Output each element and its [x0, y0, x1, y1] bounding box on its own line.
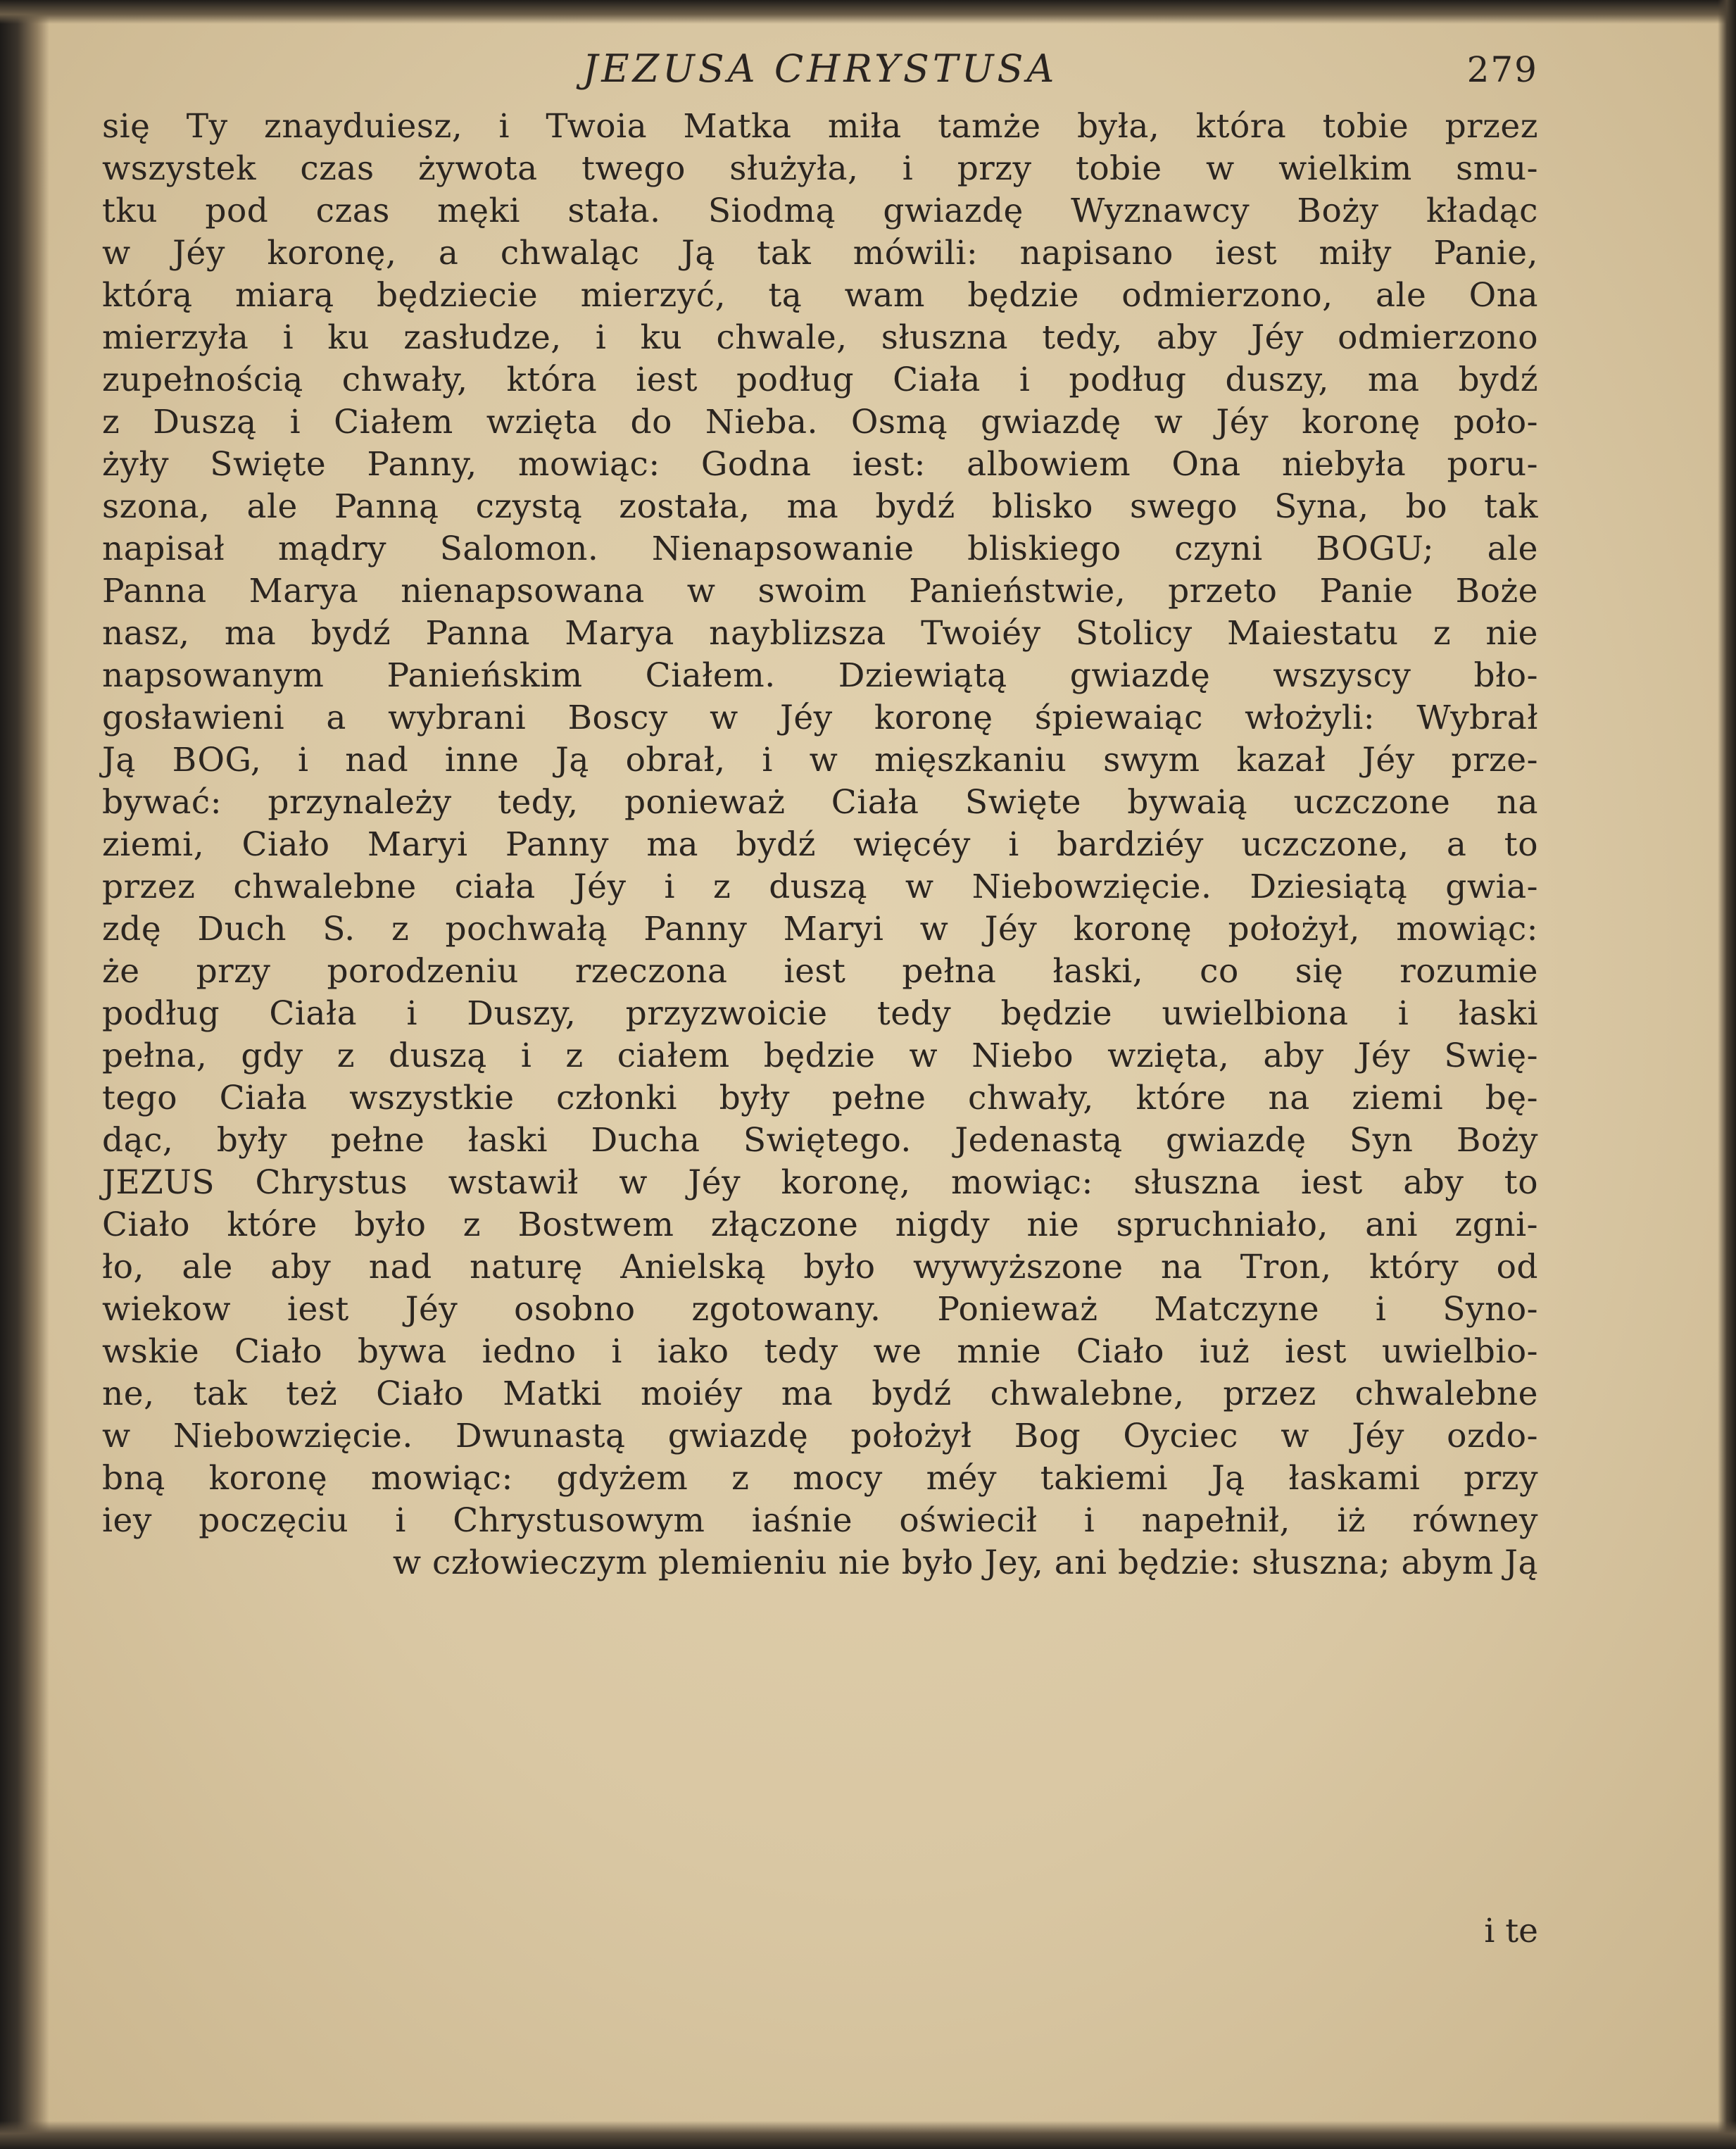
text-line: tku pod czas męki stała. Siodmą gwiazdę Wyznawcy Boży kładąc — [102, 192, 1538, 230]
text-line: tego Ciała wszystkie członki były pełne chwały, które na ziemi bę- — [102, 1079, 1538, 1117]
text-line: bną koronę mowiąc: gdyżem z mocy méy takiemi Ją łaskami przy — [102, 1459, 1538, 1498]
text-line: którą miarą będziecie mierzyć, tą wam będzie odmierzono, ale Ona — [102, 276, 1538, 315]
text-line: podług Ciała i Duszy, przyzwoicie tedy będzie uwielbiona i łaski — [102, 994, 1538, 1033]
text-line: żyły Swięte Panny, mowiąc: Godna iest: albowiem Ona niebyła poru- — [102, 445, 1538, 484]
text-line: mierzyła i ku zasłudze, i ku chwale, słuszna tedy, aby Jéy odmierzono — [102, 318, 1538, 357]
text-line: napsowanym Panieńskim Ciałem. Dziewiątą gwiazdę wszyscy bło- — [102, 656, 1538, 695]
body-text — [102, 106, 1538, 1584]
text-line: ło, ale aby nad naturę Anielską było wywyższone na Tron, który od — [102, 1248, 1538, 1286]
running-title: JEZUSA CHRYSTUSA — [582, 46, 1058, 91]
text-line: Ją BOG, i nad inne Ją obrał, i w mięszkaniu swym kazał Jéy prze- — [102, 741, 1538, 779]
page-header — [102, 46, 1538, 103]
text-line: ne, tak też Ciało Matki moiéy ma bydź chwalebne, przez chwalebne — [102, 1374, 1538, 1413]
top-page-edge — [0, 0, 1736, 24]
text-line: zupełnością chwały, która iest podług Ciała i podług duszy, ma bydź — [102, 361, 1538, 399]
text-line: JEZUS Chrystus wstawił w Jéy koronę, mowiąc: słuszna iest aby to — [102, 1163, 1538, 1202]
text-line: że przy porodzeniu rzeczona iest pełna łaski, co się rozumie — [102, 952, 1538, 991]
text-line: nasz, ma bydź Panna Marya nayblizsza Twoiéy Stolicy Maiestatu z nie — [102, 614, 1538, 653]
text-line: ziemi, Ciało Maryi Panny ma bydź więcéy i bardziéy uczczone, a to — [102, 825, 1538, 864]
spine-shadow — [0, 0, 49, 2149]
text-line: wskie Ciało bywa iedno i iako tedy we mnie Ciało iuż iest uwielbio- — [102, 1332, 1538, 1371]
text-line: zdę Duch S. z pochwałą Panny Maryi w Jéy koronę położył, mowiąc: — [102, 910, 1538, 948]
text-line: gosławieni a wybrani Boscy w Jéy koronę śpiewaiąc włożyli: Wybrał — [102, 698, 1538, 737]
page-number: 279 — [1466, 49, 1538, 90]
text-line: Panna Marya nienapsowana w swoim Panieństwie, przeto Panie Boże — [102, 572, 1538, 610]
text-line: się Ty znayduiesz, i Twoia Matka miła tamże była, która tobie przez — [102, 107, 1538, 146]
text-line: wiekow iest Jéy osobno zgotowany. Ponieważ Matczyne i Syno- — [102, 1290, 1538, 1329]
text-line: szona, ale Panną czystą została, ma bydź blisko swego Syna, bo tak — [102, 487, 1538, 526]
text-line: z Duszą i Ciałem wzięta do Nieba. Osmą gwiazdę w Jéy koronę poło- — [102, 403, 1538, 441]
right-page-edge — [1718, 0, 1736, 2149]
text-line: iey poczęciu i Chrystusowym iaśnie oświecił i napełnił, iż równey — [102, 1501, 1538, 1540]
text-line: wszystek czas żywota twego służyła, i przy tobie w wielkim smu- — [102, 149, 1538, 188]
text-line: Ciało które było z Bostwem złączone nigdy nie spruchniało, ani zgni- — [102, 1205, 1538, 1244]
text-line: w Niebowzięcie. Dwunastą gwiazdę położył Bog Oyciec w Jéy ozdo- — [102, 1417, 1538, 1455]
text-line: napisał mądry Salomon. Nienapsowanie bliskiego czyni BOGU; ale — [102, 530, 1538, 568]
text-line: w człowieczym plemieniu nie było Jey, ani będzie: słuszna; abym Ją — [392, 1543, 1538, 1582]
text-line: przez chwalebne ciała Jéy i z duszą w Niebowzięcie. Dziesiątą gwia- — [102, 867, 1538, 906]
text-line: bywać: przynależy tedy, ponieważ Ciała Swięte bywaią uczczone na — [102, 783, 1538, 822]
bottom-page-edge — [0, 2121, 1736, 2149]
text-line: w Jéy koronę, a chwaląc Ją tak mówili: napisano iest miły Panie, — [102, 234, 1538, 272]
text-line: pełna, gdy z duszą i z ciałem będzie w Niebo wzięta, aby Jéy Swię- — [102, 1036, 1538, 1075]
catchword: i te — [1484, 1912, 1538, 1950]
text-line: dąc, były pełne łaski Ducha Swiętego. Jedenastą gwiazdę Syn Boży — [102, 1121, 1538, 1160]
